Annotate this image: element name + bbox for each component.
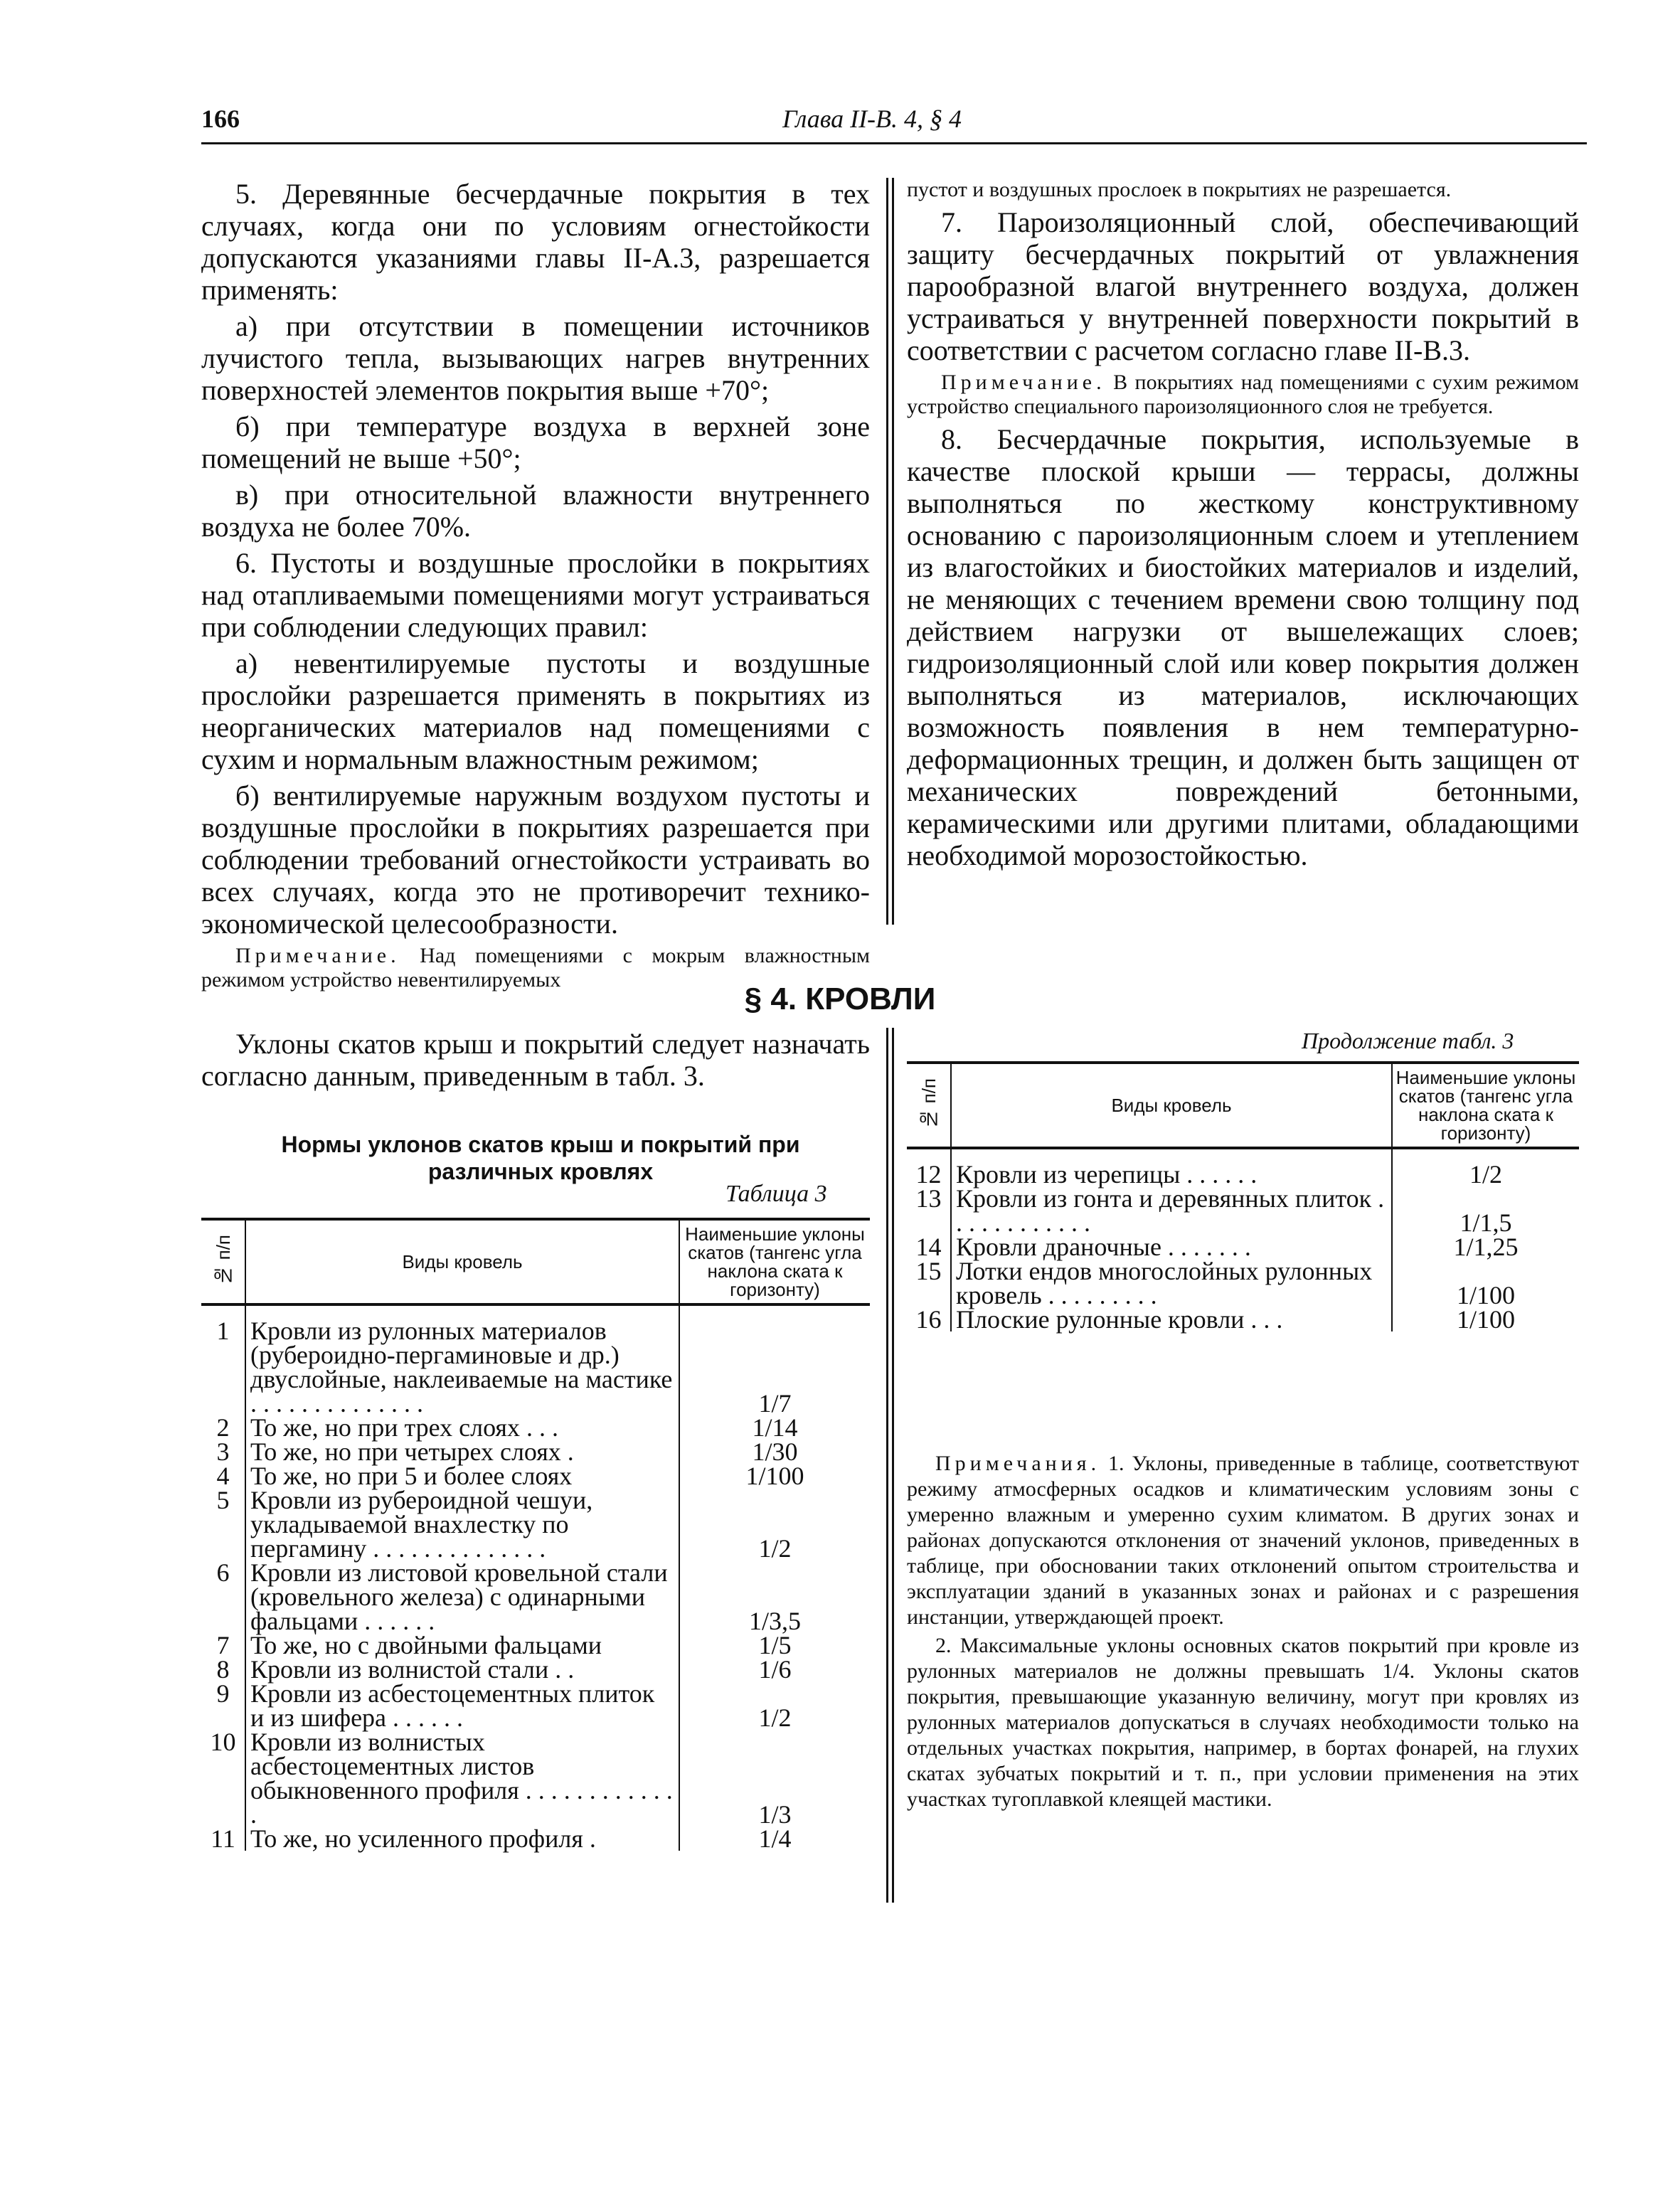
col-header-slope: Наименьшие уклоны скатов (тангенс угла наклона ската к горизонту) <box>679 1219 870 1304</box>
table-row <box>907 1259 1579 1307</box>
row-slope: 1/14 <box>679 1415 870 1440</box>
row-roof-type: Кровли из рубероидной чешуи, укладываемой внахлестку по пергамину . . . . . . . . . . . . . . <box>245 1488 679 1561</box>
section-intro <box>201 1028 870 1096</box>
table-row <box>201 1730 870 1827</box>
row-slope: 1/6 <box>679 1657 870 1681</box>
row-number: 8 <box>216 1655 230 1684</box>
row-slope: 1/2 <box>1392 1162 1579 1186</box>
page-number: 166 <box>201 105 240 133</box>
running-title: Глава II-В. 4, § 4 <box>782 105 962 133</box>
row-slope: 1/2 <box>679 1681 870 1730</box>
row-roof-type: Кровли из асбестоцементных плиток и из шифера . . . . . . <box>245 1681 679 1730</box>
row-roof-type: Кровли из гонта и деревянных плиток . . . . . . . . . . . . <box>951 1186 1392 1235</box>
col-header-slope: Наименьшие уклоны скатов (тангенс угла наклона ската к горизонту) <box>1392 1063 1579 1148</box>
row-number: 14 <box>915 1233 942 1261</box>
paragraph-8: 8. Бесчердачные покрытия, используемые в качестве плоской крыши — террасы, должны выполняться по жесткому конструктивному основанию с пароизоляционным слоем и утеплением из влагостойких и биостойких материалов и изделий, не меняющих с течением времени свою толщину под действием нагрузки от вышележащих слоев; гидроизоляционный слой или ковер покрытия должен выполняться из материалов, исключающих возможность появления в нем температурно-деформационных трещин, и должен быть защищен от механических повреждений бетонными, керамическими или другими плитами, обладающими необходимой морозостойкостью. <box>907 423 1579 871</box>
row-roof-type: Кровли из рулонных материалов (рубероидно-пергаминовые и др.) двуслойные, наклеиваемые на мастике . . . . . . . . . . . . . . <box>245 1319 679 1415</box>
row-number: 12 <box>915 1160 942 1189</box>
table-caption: Нормы уклонов скатов крыш и покрытий при различных кровлях <box>281 1132 800 1184</box>
row-roof-type: То же, но при 5 и более слоях <box>245 1464 679 1488</box>
table-row <box>201 1488 870 1561</box>
row-number: 13 <box>915 1184 942 1213</box>
row-slope: 1/3 <box>679 1730 870 1827</box>
row-number: 10 <box>210 1728 236 1756</box>
row-number: 15 <box>915 1257 942 1285</box>
row-slope: 1/4 <box>679 1827 870 1851</box>
table-row <box>201 1440 870 1464</box>
row-number: 7 <box>216 1631 230 1659</box>
header-rule <box>201 142 1587 144</box>
row-slope: 1/100 <box>679 1464 870 1488</box>
note-1 <box>907 1451 1579 1630</box>
table-row <box>907 1162 1579 1186</box>
row-slope: 1/7 <box>679 1319 870 1415</box>
table-row <box>201 1633 870 1657</box>
col-header-type: Виды кровель <box>245 1219 679 1304</box>
paragraph-6b: б) вентилируемые наружным воздухом пустоты и воздушные прослойки в покрытиях разрешается при соблюдении требований огнестойкости устраивать во всех случаях, когда это не противоречит технико-экономической целесообразности. <box>201 780 870 940</box>
left-column-upper <box>201 178 870 996</box>
table-row <box>907 1235 1579 1259</box>
row-roof-type: Кровли из волнистой стали . . <box>245 1657 679 1681</box>
row-roof-type: То же, но при трех слоях . . . <box>245 1415 679 1440</box>
table-row <box>201 1319 870 1415</box>
column-divider-lower-1 <box>886 1028 888 1903</box>
row-roof-type: То же, но усиленного профиля . <box>245 1827 679 1851</box>
note-text: Над помещениями с мокрым влажностным режимом устройство невентилируемых <box>201 944 870 992</box>
row-slope: 1/100 <box>1392 1307 1579 1331</box>
row-number: 3 <box>216 1437 230 1466</box>
note-label: Примечание. <box>235 944 400 967</box>
row-number: 11 <box>211 1824 235 1853</box>
col-header-no: № п/п <box>201 1219 245 1304</box>
notes-label: Примечания. <box>935 1452 1101 1475</box>
row-number: 1 <box>216 1317 230 1345</box>
row-roof-type: Кровли из листовой кровельной стали (кровельного железа) с одинарными фальцами . . . . . . <box>245 1561 679 1633</box>
paragraph-6: 6. Пустоты и воздушные прослойки в покрытиях над отапливаемыми помещениями могут устраиваться при соблюдении следующих правил: <box>201 547 870 643</box>
table-row <box>201 1464 870 1488</box>
row-roof-type: Лотки ендов многослойных рулонных кровель . . . . . . . . . <box>951 1259 1392 1307</box>
table-row <box>201 1561 870 1633</box>
column-divider-lower-2 <box>892 1028 894 1903</box>
section-title: § 4. КРОВЛИ <box>744 982 936 1016</box>
row-number: 6 <box>216 1558 230 1587</box>
table-row <box>907 1307 1579 1331</box>
row-roof-type: Плоские рулонные кровли . . . <box>951 1307 1392 1331</box>
table-row <box>201 1657 870 1681</box>
row-number: 5 <box>216 1486 230 1514</box>
row-slope: 1/100 <box>1392 1259 1579 1307</box>
row-roof-type: То же, но с двойными фальцами <box>245 1633 679 1657</box>
row-roof-type: Кровли драночные . . . . . . . <box>951 1235 1392 1259</box>
paragraph-5: 5. Деревянные бесчердачные покрытия в тех случаях, когда они по условиям огнестойкости допускаются указаниями главы II-А.3, разрешается применять: <box>201 178 870 306</box>
row-roof-type: Кровли из черепицы . . . . . . <box>951 1162 1392 1186</box>
roof-slope-table-continued <box>907 1061 1579 1334</box>
table-row <box>201 1415 870 1440</box>
roof-slope-table <box>201 1218 870 1851</box>
column-divider-upper-2 <box>892 178 894 925</box>
right-column-upper <box>907 178 1579 876</box>
intro-paragraph: Уклоны скатов крыш и покрытий следует назначать согласно данным, приведенным в табл. 3. <box>201 1028 870 1092</box>
note-1-text: 1. Уклоны, приведенные в таблице, соответствуют режиму атмосферных осадков и климатическим условиям зоны с умеренно влажным и умеренно сухим климатом. В других зонах и районах допускаются отклонения от значений уклонов, приведенных в таблице, при обосновании таких отклонений опытом строительства и эксплуатации зданий в указанных зонах и районах и с разрешения инстанции, утверждающей проект. <box>907 1452 1579 1629</box>
row-roof-type: То же, но при четырех слоях . <box>245 1440 679 1464</box>
paragraph-5a: а) при отсутствии в помещении источников лучистого тепла, вызывающих нагрев внутренних поверхностей элементов покрытия выше +70°; <box>201 310 870 406</box>
paragraph-7: 7. Пароизоляционный слой, обеспечивающий защиту бесчердачных покрытий от увлажнения парообразной влагой внутреннего воздуха, должен устраиваться у внутренней поверхности покрытий в соответствии с расчетом согласно главе II-В.3. <box>907 206 1579 366</box>
row-number: 16 <box>915 1305 942 1334</box>
note-continued: пустот и воздушных прослоек в покрытиях не разрешается. <box>907 178 1452 201</box>
row-slope: 1/1,25 <box>1392 1235 1579 1259</box>
note-right <box>907 371 1579 419</box>
paragraph-5c: в) при относительной влажности внутреннего воздуха не более 70%. <box>201 479 870 543</box>
row-slope: 1/5 <box>679 1633 870 1657</box>
note-label: Примечание. <box>941 371 1106 394</box>
table-label: Таблица 3 <box>725 1181 827 1207</box>
row-slope: 1/1,5 <box>1392 1186 1579 1235</box>
note-text: В покрытиях над помещениями с сухим режимом устройство специального пароизоляционного слоя не требуется. <box>907 371 1580 418</box>
col-header-no: № п/п <box>907 1063 951 1148</box>
row-number: 4 <box>216 1462 230 1490</box>
table-continuation-label: Продолжение табл. 3 <box>1302 1028 1514 1053</box>
paragraph-6a: а) невентилируемые пустоты и воздушные прослойки разрешается применять в покрытиях из неорганических материалов над помещениями с сухим и нормальным влажностным режимом; <box>201 647 870 775</box>
row-roof-type: Кровли из волнистых асбестоцементных листов обыкновенного профиля . . . . . . . . . . . . . <box>245 1730 679 1827</box>
column-divider-upper-1 <box>886 178 888 925</box>
row-number: 9 <box>216 1679 230 1708</box>
row-slope: 1/30 <box>679 1440 870 1464</box>
table-notes <box>907 1451 1579 1815</box>
col-header-type: Виды кровель <box>951 1063 1392 1148</box>
note-2: 2. Максимальные уклоны основных скатов покрытий при кровле из рулонных материалов не должны превышать 1/4. Уклоны скатов покрытия, превышающие указанную величину, могут при кровлях из рулонных материалов допускаться в случаях необходимости только на отдельных участках покрытия, например, в бортах фонарей, на глухих скатах зубчатых покрытий и т. п., при условии применения на этих участках тугоплавкой клеящей мастики. <box>907 1634 1579 1811</box>
table-row <box>201 1827 870 1851</box>
paragraph-5b: б) при температуре воздуха в верхней зоне помещений не выше +50°; <box>201 410 870 474</box>
row-slope: 1/2 <box>679 1488 870 1561</box>
row-number: 2 <box>216 1413 230 1442</box>
table-row <box>201 1681 870 1730</box>
row-slope: 1/3,5 <box>679 1561 870 1633</box>
table-row <box>907 1186 1579 1235</box>
